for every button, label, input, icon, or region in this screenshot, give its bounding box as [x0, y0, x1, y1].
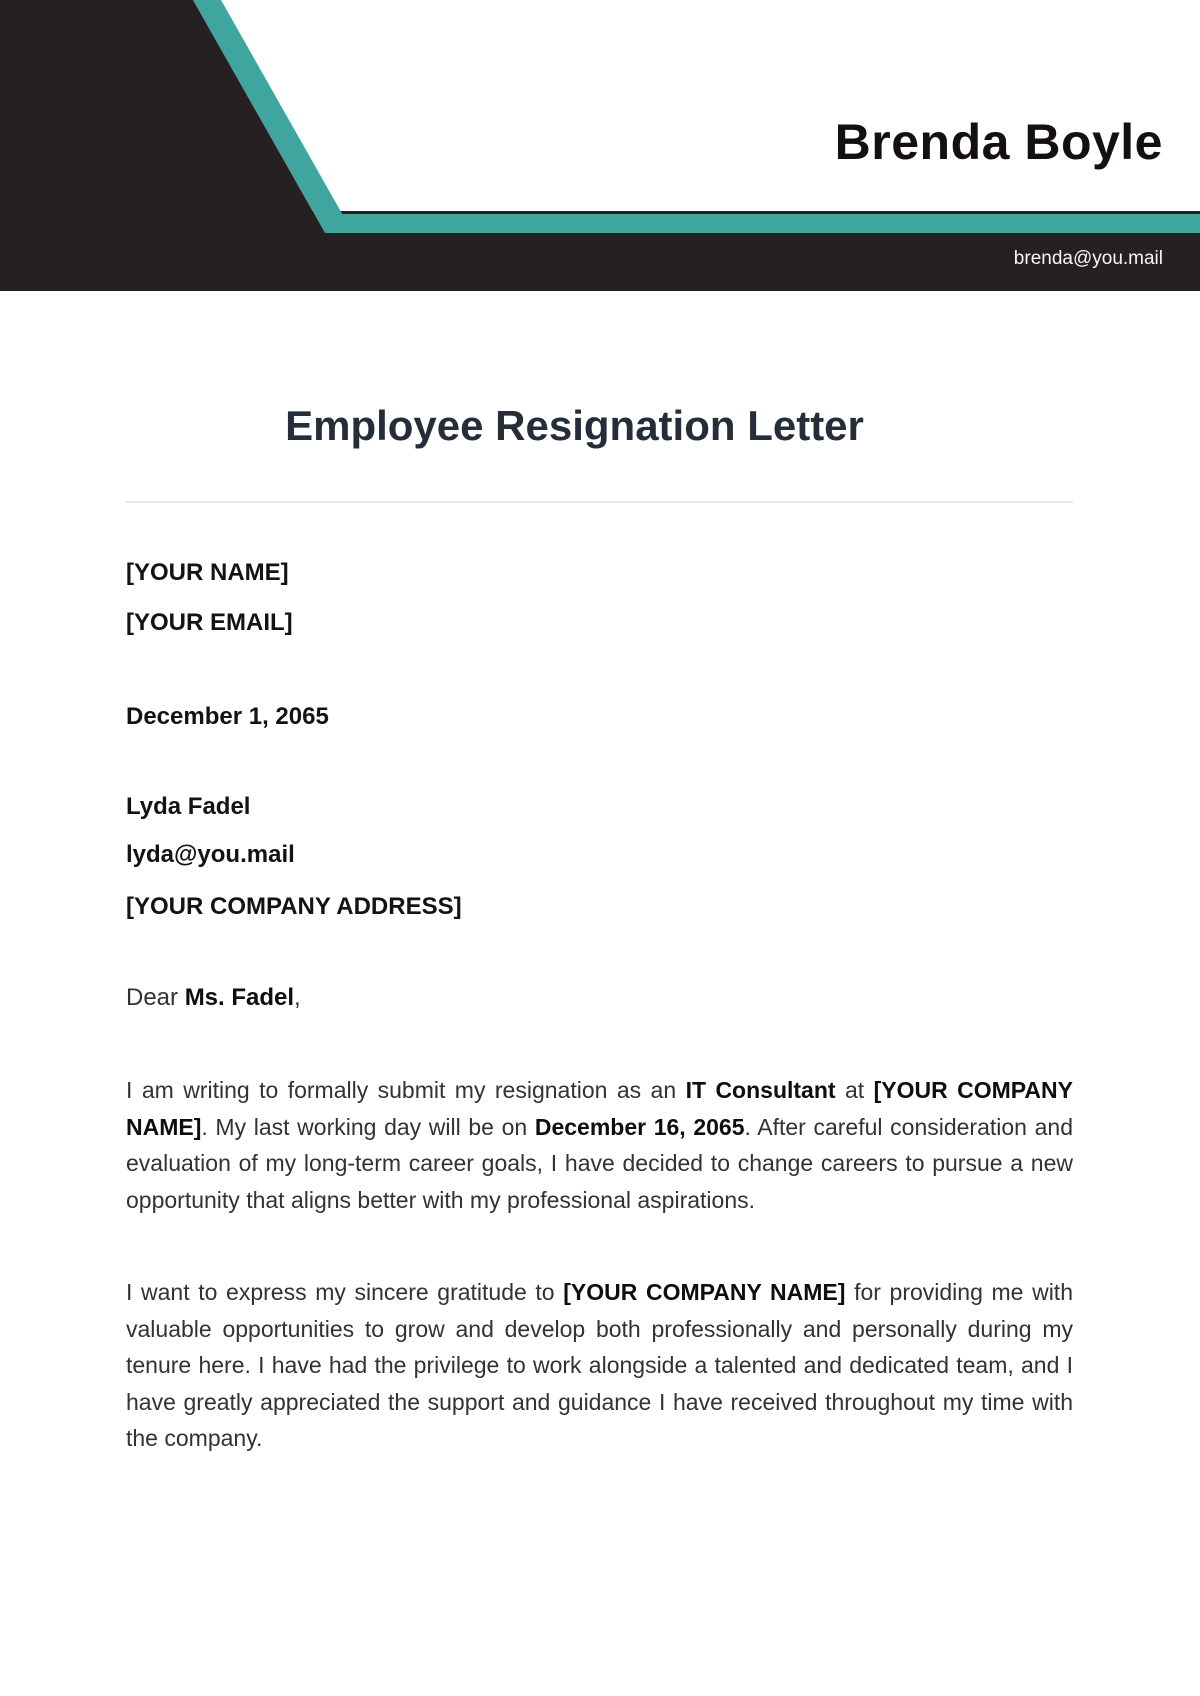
brand-name: Brenda Boyle: [834, 114, 1163, 170]
recipient-email: lyda@you.mail: [126, 841, 295, 868]
divider: [126, 501, 1073, 503]
letterhead: [0, 0, 1200, 291]
recipient-address-placeholder: [YOUR COMPANY ADDRESS]: [126, 893, 462, 920]
recipient-name: Lyda Fadel: [126, 793, 251, 820]
paragraph-1: I am writing to formally submit my resignation as an IT Consultant at [YOUR COMPANY NAME]. My last working day will be on December 16, 2065. After careful consideration and evaluation of my long-term career goals, I have decided to change careers to pursue a new opportunity that aligns better with my professional aspirations.: [126, 1077, 1073, 1213]
sender-name-placeholder: [YOUR NAME]: [126, 559, 289, 586]
letter-body: [0, 401, 1200, 1457]
letter-date: December 1, 2065: [126, 703, 329, 730]
page-title: Employee Resignation Letter: [285, 402, 864, 449]
paragraph-2: I want to express my sincere gratitude to [YOUR COMPANY NAME] for providing me with valuable opportunities to grow and develop both professionally and personally during my tenure here. I have had the privilege to work alongside a talented and dedicated team, and I have greatly appreciated the support and guidance I have received throughout my time with the company.: [126, 1279, 1073, 1451]
salutation: Dear Ms. Fadel,: [126, 984, 301, 1011]
brand-email: brenda@you.mail: [1013, 248, 1163, 269]
sender-email-placeholder: [YOUR EMAIL]: [126, 609, 293, 636]
